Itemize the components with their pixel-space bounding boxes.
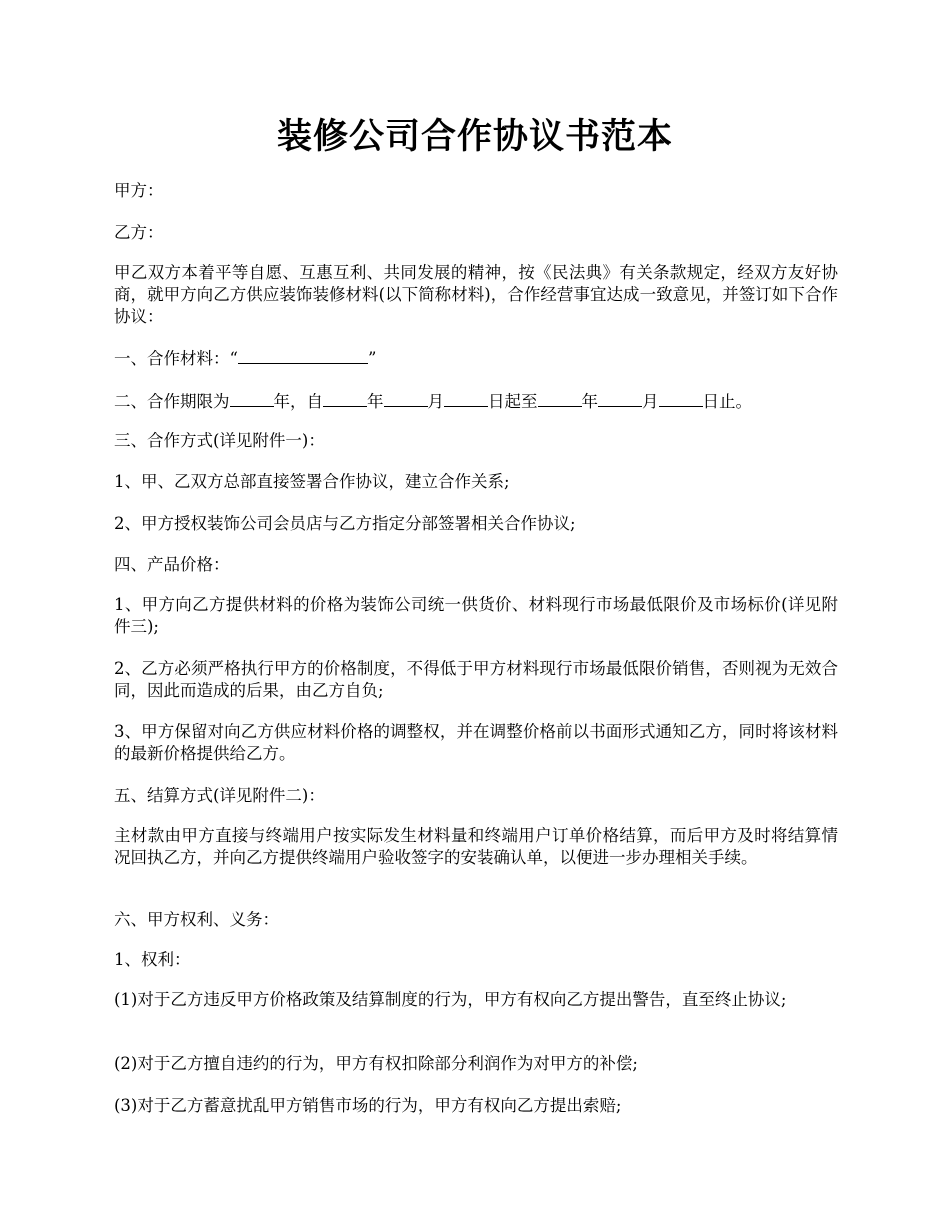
start-year-blank[interactable] [323,389,367,407]
section-6-heading: 六、甲方权利、义务： [114,910,279,929]
term-text-2: 年，自 [273,392,323,411]
end-month-blank[interactable] [598,389,642,407]
term-text-8: 日止。 [702,392,752,411]
section-1-prefix: 一、合作材料：“ [114,349,238,368]
section-3-item-2: 2、甲方授权装饰公司会员店与乙方指定分部签署相关合作协议; [114,514,576,533]
start-day-blank[interactable] [444,389,488,407]
party-a-line: 甲方： [114,181,164,200]
section-1-materials [114,346,838,370]
years-blank[interactable] [230,389,274,407]
section-1-suffix: ” [367,349,377,368]
materials-blank[interactable] [238,346,368,364]
start-month-blank[interactable] [384,389,428,407]
section-4-item-2: 2、乙方必须严格执行甲方的价格制度，不得低于甲方材料现行市场最低限价销售，否则视为无效合同，因此而造成的后果，由乙方自负; [114,659,838,700]
section-6-right-1: (1)对于乙方违反甲方价格政策及结算制度的行为，甲方有权向乙方提出警告，直至终止协议; [114,990,787,1009]
section-3-item-1: 1、甲、乙双方总部直接签署合作协议，建立合作关系; [114,472,510,491]
section-6-rights-heading: 1、权利： [114,950,191,969]
term-text-3: 年 [367,392,384,411]
section-5-body: 主材款由甲方直接与终端用户按实际发生材料量和终端用户订单价格结算，而后甲方及时将结算情况回执乙方，并向乙方提供终端用户验收签字的安装确认单，以便进一步办理相关手续。 [114,826,838,867]
page-title: 装修公司合作协议书范本 [276,116,673,157]
term-text-6: 年 [581,392,598,411]
term-text-1: 二、合作期限为 [114,392,230,411]
section-4-heading: 四、产品价格： [114,555,230,574]
section-5-heading: 五、结算方式(详见附件二)： [114,786,325,805]
term-text-4: 月 [427,392,444,411]
section-4-item-3: 3、甲方保留对向乙方供应材料价格的调整权，并在调整价格前以书面形式通知乙方，同时将该材料的最新价格提供给乙方。 [114,722,838,763]
term-text-7: 月 [642,392,659,411]
end-year-blank[interactable] [538,389,582,407]
intro-paragraph: 甲乙双方本着平等自愿、互惠互利、共同发展的精神，按《民法典》有关条款规定，经双方友好协商，就甲方向乙方供应装饰装修材料(以下简称材料)，合作经营事宜达成一致意见，并签订如下合作协议： [114,263,838,326]
party-b-line: 乙方： [114,223,164,242]
section-2-term [114,389,838,413]
section-6-right-3: (3)对于乙方蓄意扰乱甲方销售市场的行为，甲方有权向乙方提出索赔; [114,1096,622,1115]
section-3-heading: 三、合作方式(详见附件一)： [114,431,325,450]
end-day-blank[interactable] [659,389,703,407]
term-text-5: 日起至 [488,392,538,411]
section-6-right-2: (2)对于乙方擅自违约的行为，甲方有权扣除部分利润作为对甲方的补偿; [114,1054,638,1073]
section-4-item-1: 1、甲方向乙方提供材料的价格为装饰公司统一供货价、材料现行市场最低限价及市场标价(详见附件三); [114,595,838,636]
